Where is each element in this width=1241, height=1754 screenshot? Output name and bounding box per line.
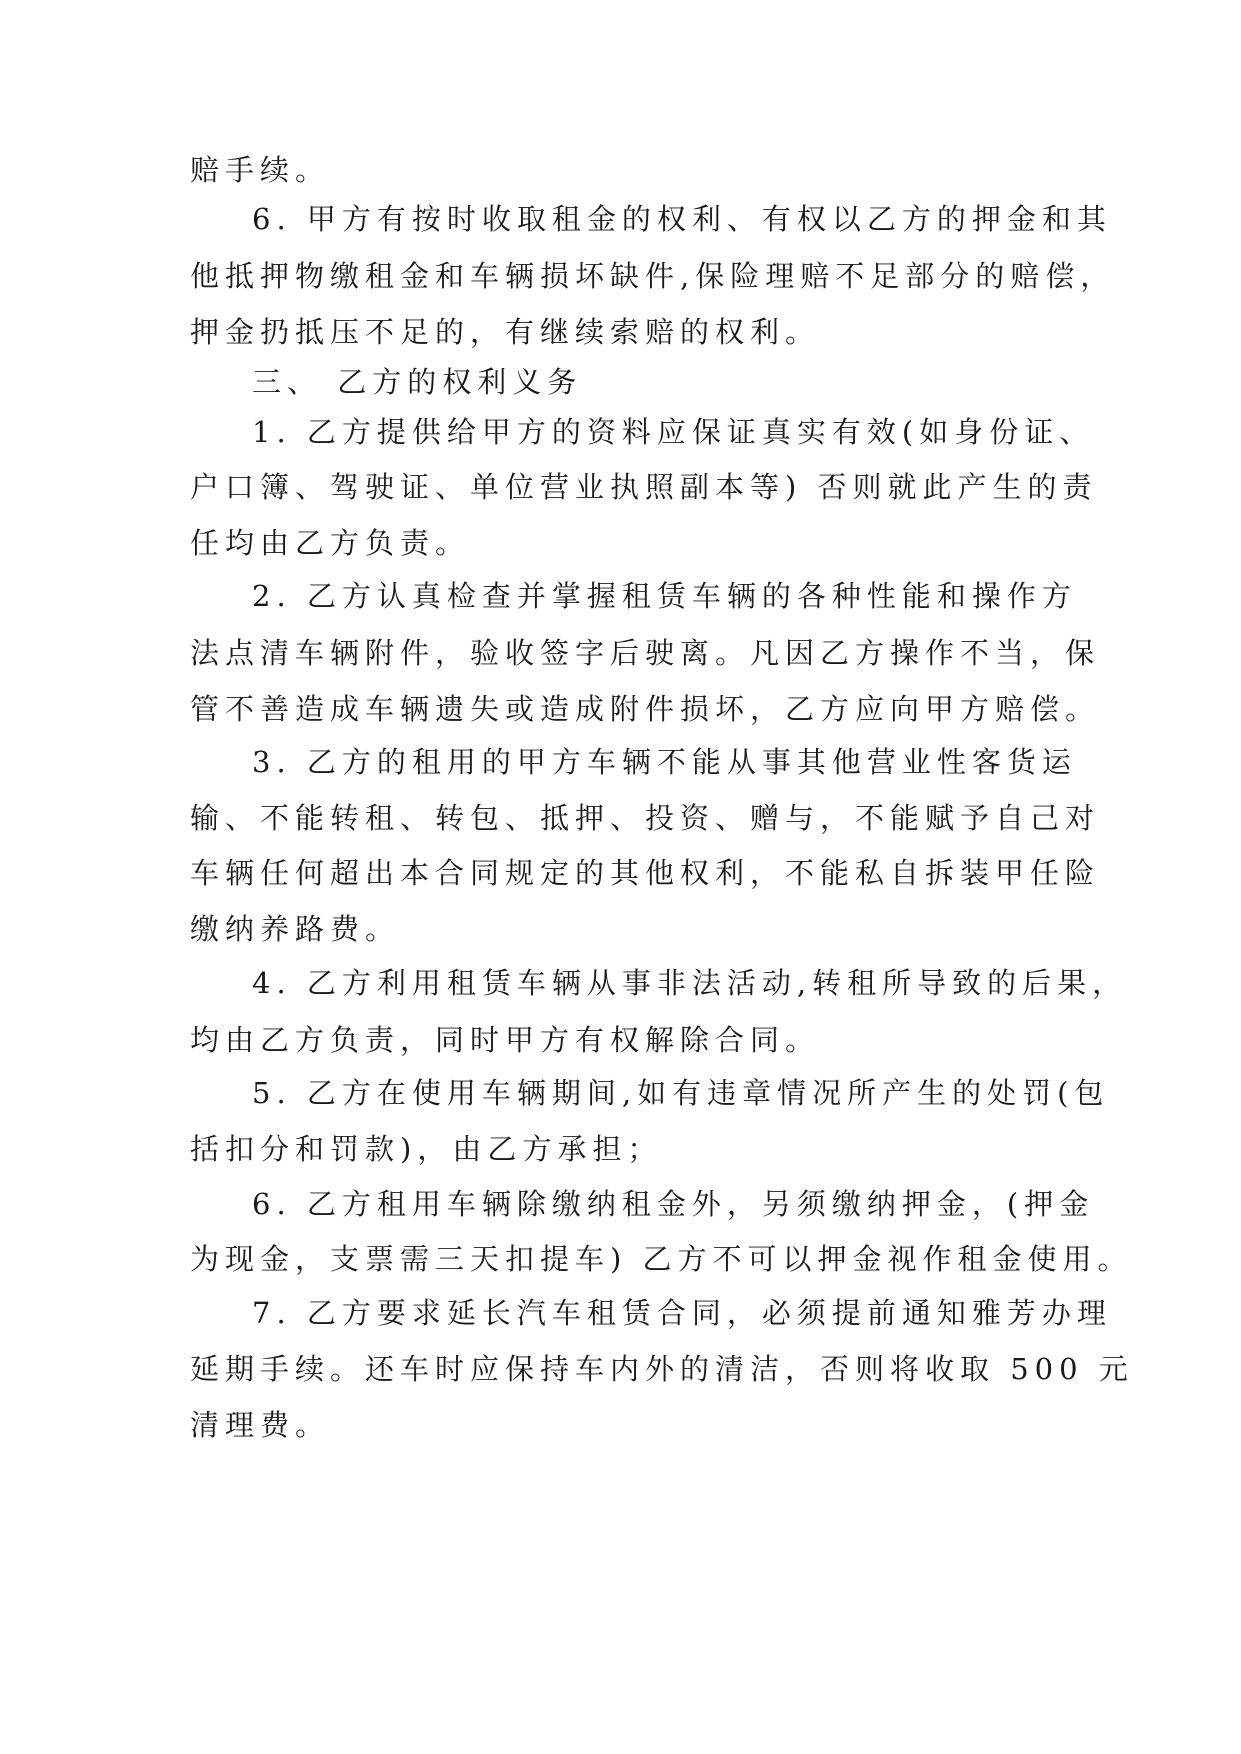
text-line: 清理费。 (190, 1408, 331, 1442)
text-line: 车辆任何超出本合同规定的其他权利，不能私自拆装甲任险 (190, 856, 1101, 890)
text-line: 均由乙方负责，同时甲方有权解除合同。 (190, 1023, 821, 1057)
text-line: 3. 乙方的租用的甲方车辆不能从事其他营业性客货运 (252, 745, 1077, 779)
text-line: 输、不能转租、转包、抵押、投资、赠与，不能赋予自己对 (190, 801, 1101, 835)
text-line: 押金扔抵压不足的，有继续索赔的权利。 (190, 315, 821, 349)
text-line: 他抵押物缴租金和车辆损坏缺件,保险理赔不足部分的赔偿， (190, 259, 1116, 293)
text-line: 为现金，支票需三天扣提车) 乙方不可以押金视作租金使用。 (190, 1242, 1133, 1276)
text-line: 5. 乙方在使用车辆期间,如有违章情况所产生的处罚(包 (252, 1076, 1110, 1110)
text-line: 2. 乙方认真检查并掌握租赁车辆的各种性能和操作方 (252, 579, 1077, 613)
text-line: 任均由乙方负责。 (190, 526, 471, 560)
text-line: 管不善造成车辆遗失或造成附件损坏，乙方应向甲方赔偿。 (190, 692, 1101, 726)
text-line: 1. 乙方提供给甲方的资料应保证真实有效(如身份证、 (252, 415, 1095, 449)
text-line: 户口簿、驾驶证、单位营业执照副本等) 否则就此产生的责 (190, 470, 1098, 504)
text-line: 括扣分和罚款)，由乙方承担； (190, 1132, 663, 1166)
section-heading: 三、 乙方的权利义务 (252, 365, 583, 399)
text-line: 缴纳养路费。 (190, 912, 401, 946)
text-line: 赔手续。 (190, 153, 331, 187)
text-line: 6. 乙方租用车辆除缴纳租金外，另须缴纳押金，(押金 (252, 1187, 1095, 1221)
text-line: 6. 甲方有按时收取租金的权利、有权以乙方的押金和其 (252, 202, 1112, 236)
text-line: 7. 乙方要求延长汽车租赁合同，必须提前通知雅芳办理 (252, 1296, 1112, 1330)
text-line: 延期手续。还车时应保持车内外的清洁，否则将收取 500 元 (190, 1352, 1134, 1386)
text-line: 4. 乙方利用租赁车辆从事非法活动,转租所导致的后果， (252, 966, 1128, 1000)
text-line: 法点清车辆附件，验收签字后驶离。凡因乙方操作不当，保 (190, 636, 1101, 670)
